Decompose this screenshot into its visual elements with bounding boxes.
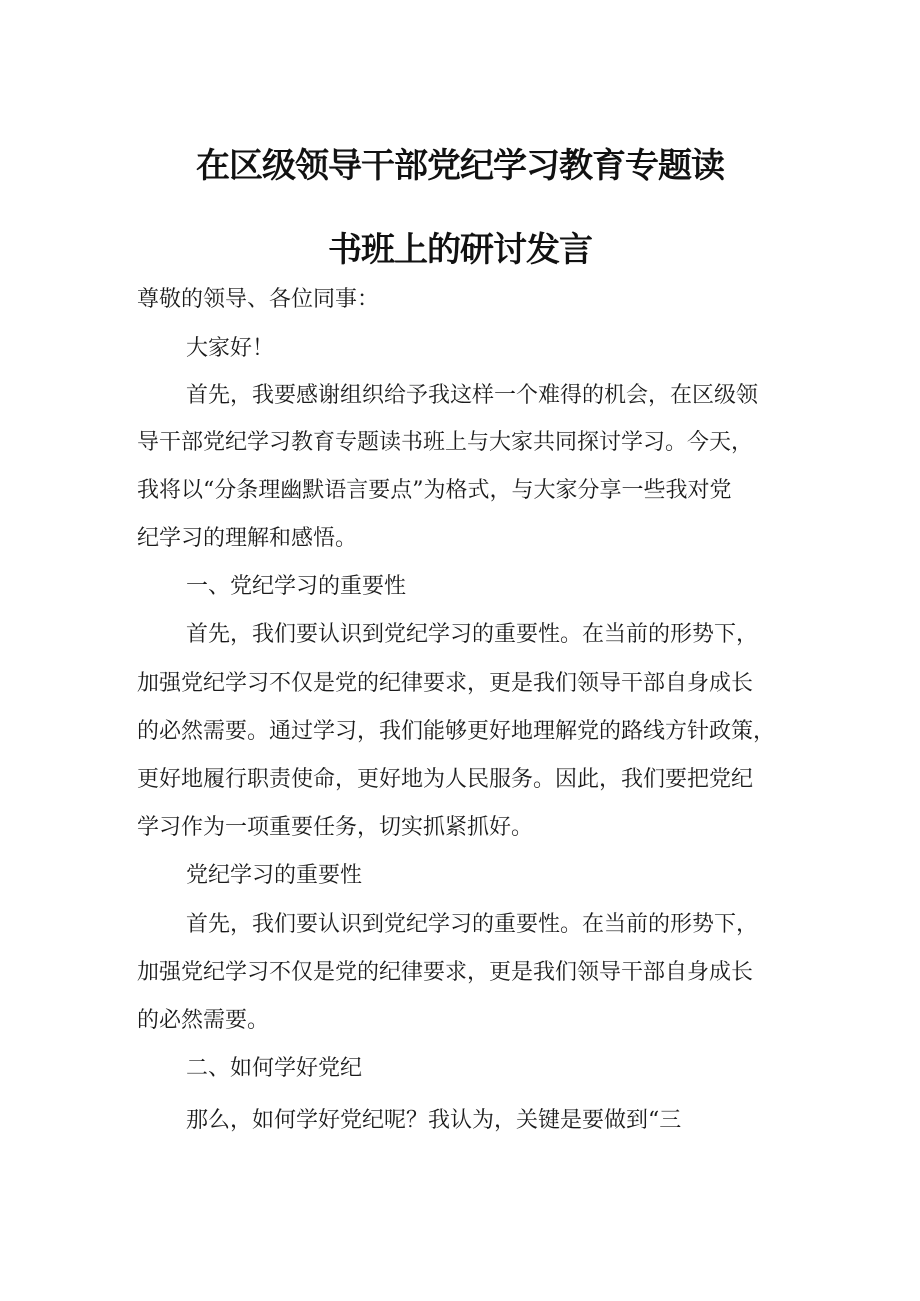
sub-para-line-2: 加强党纪学习不仅是党的纪律要求，更是我们领导干部自身成长 (137, 960, 754, 985)
document-title-line-1: 在区级领导干部党纪学习教育专题读 (196, 146, 724, 186)
intro-line-1: 首先，我要感谢组织给予我这样一个难得的机会，在区级领 (186, 383, 759, 408)
section1-line-4: 更好地履行职责使命，更好地为人民服务。因此，我们要把党纪 (137, 767, 754, 792)
intro-line-4: 纪学习的理解和感悟。 (137, 526, 358, 551)
subheading: 党纪学习的重要性 (186, 863, 363, 888)
greeting: 大家好！ (186, 336, 275, 361)
salutation: 尊敬的领导、各位同事： (137, 287, 380, 312)
section1-line-2: 加强党纪学习不仅是党的纪律要求，更是我们领导干部自身成长 (137, 671, 754, 696)
intro-line-3: 我将以“分条理幽默语言要点”为格式，与大家分享一些我对党 (137, 478, 732, 503)
section1-line-3: 的必然需要。通过学习，我们能够更好地理解党的路线方针政策， (137, 719, 776, 744)
sub-para-line-1: 首先，我们要认识到党纪学习的重要性。在当前的形势下， (186, 912, 759, 937)
section2-line-1: 那么，如何学好党纪呢？我认为，关键是要做到“三 (186, 1108, 682, 1133)
sub-para-line-3: 的必然需要。 (137, 1008, 270, 1033)
document-title-line-2: 书班上的研讨发言 (328, 230, 592, 270)
section1-line-5: 学习作为一项重要任务，切实抓紧抓好。 (137, 815, 534, 840)
section2-heading: 二、如何学好党纪 (186, 1056, 363, 1081)
section1-heading: 一、党纪学习的重要性 (186, 574, 407, 599)
intro-line-2: 导干部党纪学习教育专题读书班上与大家共同探讨学习。今天， (137, 430, 754, 455)
section1-line-1: 首先，我们要认识到党纪学习的重要性。在当前的形势下， (186, 622, 759, 647)
